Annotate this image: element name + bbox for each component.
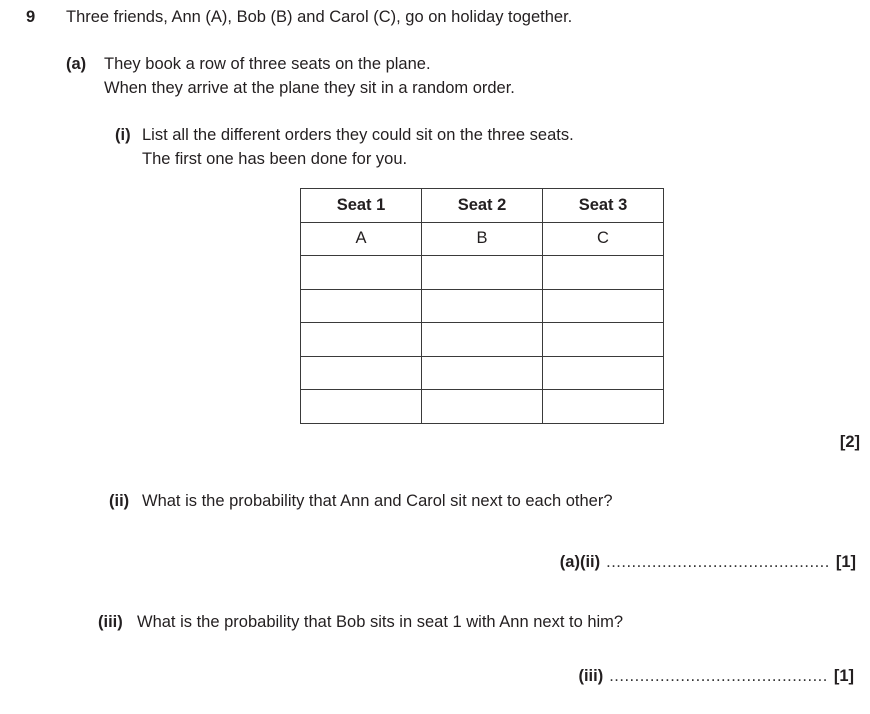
header-seat-3: Seat 3 [543,189,664,223]
sub-iii-text: What is the probability that Bob sits in seat 1 with Ann next to him? [137,613,624,631]
answer-cell[interactable] [543,256,664,290]
answer-cell[interactable] [422,390,543,424]
answer-label-a-ii: (a)(ii) [559,553,601,571]
sub-ii-text: What is the probability that Ann and Carol sit next to each other? [142,492,613,510]
table-cell: A [301,222,422,256]
sub-iii-label: (iii) [98,613,123,631]
table-header-row [301,189,664,223]
marks-sub-i: [2] [839,433,860,451]
answer-cell[interactable] [301,289,422,323]
answer-cell[interactable] [422,323,543,357]
marks-sub-ii: [1] [835,553,856,571]
sub-i-label: (i) [115,126,131,144]
answer-cell[interactable] [301,356,422,390]
answer-cell[interactable] [543,323,664,357]
marks-sub-iii: [1] [833,667,854,685]
answer-line-a-ii[interactable] [560,553,856,572]
table-cell: C [543,222,664,256]
answer-cell[interactable] [301,390,422,424]
part-a-label: (a) [66,55,87,73]
answer-label-iii: (iii) [578,667,604,685]
seat-orders-table [300,188,664,424]
part-a-text-line-2: When they arrive at the plane they sit in a random order. [104,79,515,97]
answer-cell[interactable] [543,390,664,424]
table-row[interactable] [301,356,664,390]
answer-cell[interactable] [301,323,422,357]
table-row[interactable] [301,289,664,323]
answer-dots-iii[interactable]: ........................................... [609,667,828,685]
answer-line-iii[interactable] [578,667,854,686]
table-row [301,222,664,256]
table-row[interactable] [301,323,664,357]
answer-cell[interactable] [422,256,543,290]
question-number: 9 [26,8,36,26]
table-row[interactable] [301,390,664,424]
sub-ii-label: (ii) [109,492,130,510]
part-a-text-line-1: They book a row of three seats on the plane. [104,55,431,73]
sub-i-text-line-1: List all the different orders they could sit on the three seats. [142,126,574,144]
answer-cell[interactable] [301,256,422,290]
answer-cell[interactable] [422,356,543,390]
answer-cell[interactable] [543,289,664,323]
header-seat-1: Seat 1 [301,189,422,223]
sub-i-text-line-2: The first one has been done for you. [142,150,408,168]
question-stem: Three friends, Ann (A), Bob (B) and Carol (C), go on holiday together. [66,8,573,26]
answer-dots-a-ii[interactable]: ............................................ [606,553,830,571]
table-row[interactable] [301,256,664,290]
answer-cell[interactable] [422,289,543,323]
answer-cell[interactable] [543,356,664,390]
table-cell: B [422,222,543,256]
header-seat-2: Seat 2 [422,189,543,223]
